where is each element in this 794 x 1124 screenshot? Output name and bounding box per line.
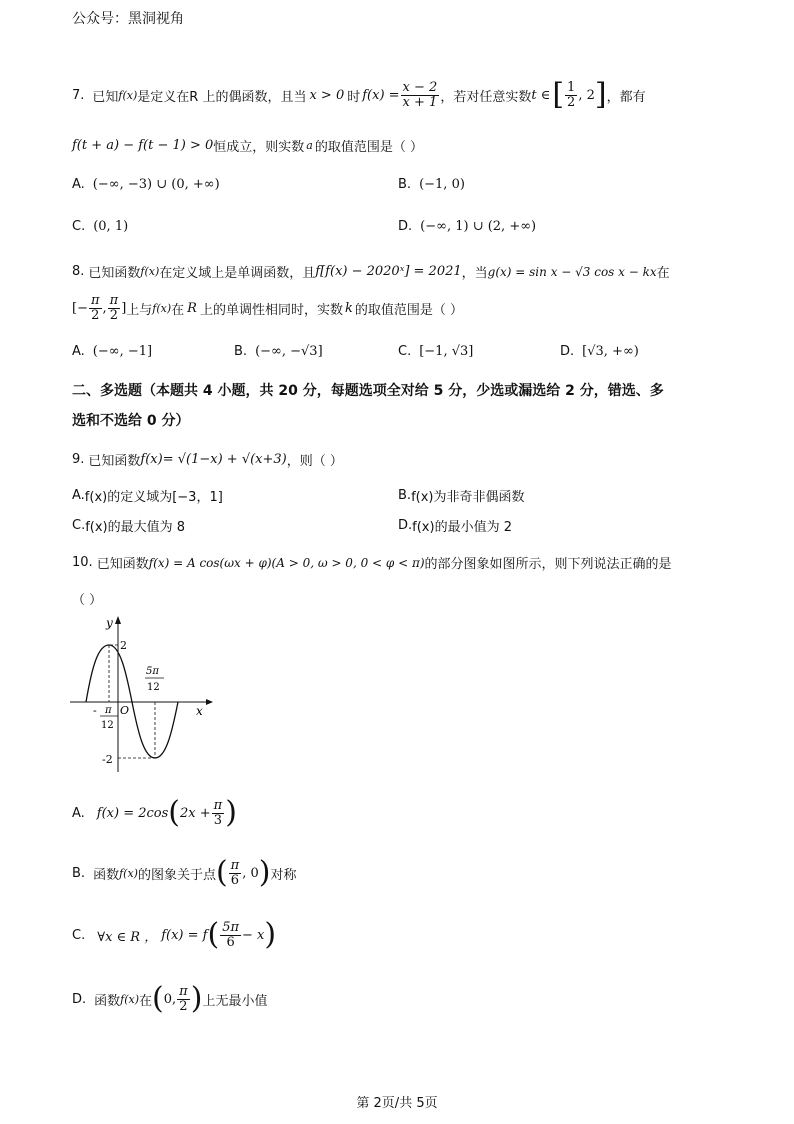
option-b[interactable]: B. (−∞, −√3] [234,344,323,359]
q7-a: a [306,139,313,152]
q10-answer-paren: （ ） [72,593,103,608]
q8-text: 的取值范围是（ ） [354,303,464,318]
q7-text: 恒成立，则实数 [213,140,305,155]
q7-cond: x > 0 [309,87,345,103]
question-8-line1 [72,262,670,281]
question-number: 10. [72,555,93,570]
pos-tick-num: 5π [146,666,159,677]
q8-R: R [187,301,197,316]
q10-equation: f(x) = A cos(ωx + φ)(A > 0, ω > 0, 0 < φ < π) [148,555,425,570]
x-axis-arrow [206,699,213,705]
q9-text: 已知函数 [88,454,141,469]
neg-tick-sign: - [93,704,97,717]
option-a[interactable]: A. f(x) = 2cos ( 2x + $\frac{\pi}{3}$ ) [72,795,237,830]
q7-text: ，若对任意实数 [440,89,532,105]
option-c[interactable]: C. ∀x ∈ R ， f(x) = f ( $\frac{5\pi}{6}$ − x ) [72,917,277,952]
q7-text: ，都有 [606,89,646,105]
option-a[interactable]: A. (−∞, −1] [72,344,153,359]
q7-eq: f(x) = [362,87,400,103]
option-d[interactable]: D. [√3, +∞) [560,344,639,359]
option-b[interactable]: B. f(x)为非奇非偶函数 [398,488,525,505]
q8-fraction-left: $\frac{\pi}{2}$ [90,293,100,323]
q8-text: 上的单调性相同时，实数 [199,303,343,318]
q8-gx: g(x) = sin x − √3 cos x − kx [487,264,657,279]
option-c[interactable]: C. [−1, √3] [398,344,474,359]
q8-text: 在 [656,266,670,281]
q7-interval-fraction: $\frac{1}{2}$ [567,79,576,110]
cosine-graph [68,612,218,777]
q9-text: ，则（ ） [286,454,343,469]
page-footer: 第 2页/共 5页 [356,1096,438,1111]
neg-tick-num: π [105,705,112,716]
question-7-line1: 7. 已知 f(x) 是定义在R 上的偶函数，且当 x > 0 时 f(x) = $\frac{x - 2}{x + 1}$ ，若对任意实数 t ∈ [ $\frac{1}{2}$ , 2 ] ，都有 [72,77,646,112]
option-b[interactable]: B. 函数 f(x) 的图象关于点 ( $\frac{\pi}{6}$ , 0 ) 对称 [72,855,297,890]
q8-text: 上与 [126,303,153,318]
page-header: 公众号：黑洞视角 [72,11,184,27]
option-d[interactable]: D. f(x)的最小值为 2 [398,518,512,535]
q10-text: 的部分图象如图所示，则下列说法正确的是 [424,557,672,572]
option-a[interactable]: A. (−∞, −3) ∪ (0, +∞) [72,177,220,192]
q7-text: 是定义在R 上的偶函数，且当 [137,89,307,105]
question-number: 8. [72,264,85,279]
q8-text: ，当 [461,266,488,281]
q8-text: 在定义域上是单调函数，且 [159,266,316,281]
option-d[interactable]: D. (−∞, 1) ∪ (2, +∞) [398,219,537,234]
q7-text: 时 [347,89,361,105]
q9-equation: f(x)= √(1−x) + √(x+3) [140,452,287,467]
option-c[interactable]: C. f(x)的最大值为 8 [72,518,186,535]
q8-fx: f(x) [152,302,172,315]
option-a[interactable]: A. f(x)的定义域为[−3，1] [72,488,223,505]
question-8-line2: [− $\frac{\pi}{2}$ , $\frac{\pi}{2}$ ] 上与 f(x) 在 R 上的单调性相同时，实数 k 的取值范围是（ ） [72,293,464,323]
q7-fraction: $\frac{x - 2}{x + 1}$ [402,79,438,110]
q8-equation: f[f(x) − 2020ˣ] = 2021 [315,264,462,279]
q7-fx: f(x) [118,88,138,102]
section-heading: 二、多选题（本题共 4 小题，共 20 分，每题选项全对给 5 分，少选或漏选给 2 分，错选、多 [72,383,664,399]
y-axis-arrow [115,616,121,624]
q8-fraction-right: $\frac{\pi}{2}$ [109,293,119,323]
y-min-label: -2 [102,753,113,766]
x-label: x [196,704,203,718]
y-label: y [106,616,113,630]
question-number: 9. [72,452,85,467]
y-max-label: 2 [120,639,127,652]
q7-tin: t ∈ [531,87,551,103]
option-c[interactable]: C. (0, 1) [72,219,129,234]
neg-tick-den: 12 [101,720,114,731]
q7-text: 的取值范围是（ ） [314,140,423,155]
q8-text: 已知函数 [88,266,141,281]
q8-k: k [344,301,353,316]
q8-interval-open: [− [72,301,88,316]
question-9-line1 [72,450,343,469]
option-d[interactable]: D. 函数 f(x) 在 ( 0, $\frac{\pi}{2}$ ) 上无最小值 [72,981,268,1016]
origin-label: O [120,704,130,717]
section-heading-cont: 选和不选给 0 分） [72,413,190,429]
q7-text: 已知 [92,89,119,105]
option-b[interactable]: B. (−1, 0) [398,177,465,192]
question-number: 7. [72,87,85,103]
pos-tick-den: 12 [147,682,160,693]
q7-interval-tail: , 2 [578,87,595,103]
question-7-line2 [72,136,423,155]
q8-text: 在 [171,303,185,318]
q8-fx: f(x) [140,265,160,278]
question-10-line1 [72,553,672,572]
q7-inequality: f(t + a) − f(t − 1) > 0 [72,138,214,153]
q10-text: 已知函数 [96,557,149,572]
